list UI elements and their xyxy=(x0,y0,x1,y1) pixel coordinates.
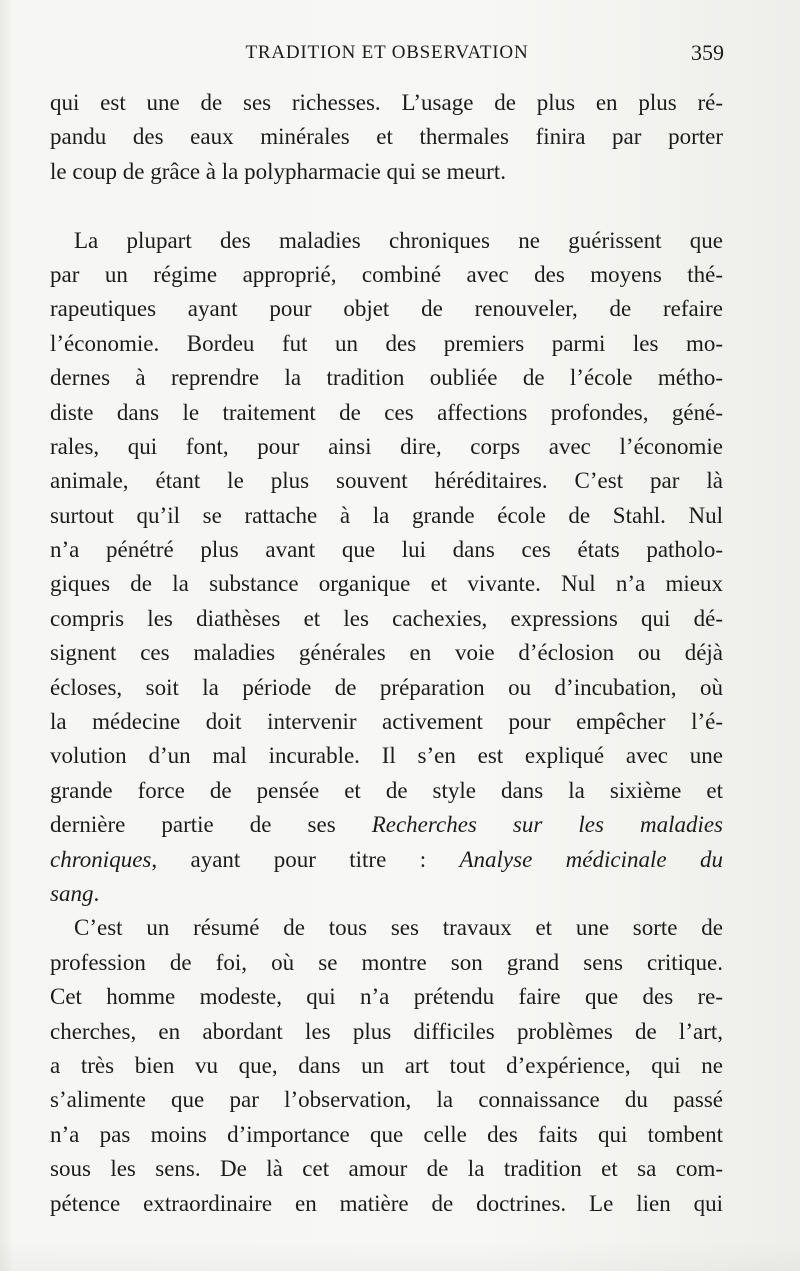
text-line xyxy=(50,1083,723,1117)
italic-text-segment: chroniques xyxy=(50,846,152,872)
italic-text-segment: Analyse médicinale du xyxy=(459,846,723,872)
text-segment: rapeutiques ayant pour objet de renouveler, de refaire xyxy=(50,296,723,322)
text-segment: Cet homme modeste, qui n’a prétendu faire que des re- xyxy=(50,984,723,1010)
text-line xyxy=(50,396,723,430)
text-segment: écloses, soit la période de préparation ou d’incubation, où xyxy=(50,674,723,700)
paragraph-gap xyxy=(50,189,723,223)
text-line xyxy=(50,602,723,636)
text-line xyxy=(50,464,723,498)
text-line xyxy=(50,980,723,1014)
text-segment: sous les sens. De là cet amour de la tradition et sa com- xyxy=(50,1156,723,1182)
page-bottom-edge xyxy=(0,1240,800,1271)
text-line xyxy=(50,1015,723,1049)
text-segment: a très bien vu que, dans un art tout d’expérience, qui ne xyxy=(50,1052,723,1078)
text-line xyxy=(50,499,723,533)
text-segment: par un régime approprié, combiné avec des moyens thé- xyxy=(50,261,723,287)
running-title: TRADITION ET OBSERVATION xyxy=(245,42,529,63)
text-line xyxy=(50,808,723,842)
text-segment: giques de la substance organique et vivante. Nul n’a mieux xyxy=(50,571,723,597)
text-segment: volution d’un mal incurable. Il s’en est expliqué avec une xyxy=(50,743,723,769)
text-segment: grande force de pensée et de style dans la sixième et xyxy=(50,777,723,803)
text-line xyxy=(50,946,723,980)
text-segment: n’a pas moins d’importance que celle des faits qui tombent xyxy=(50,1121,723,1147)
text-segment: diste dans le traitement de ces affections profondes, géné- xyxy=(50,399,723,425)
text-segment: . xyxy=(93,880,100,906)
text-segment: cherches, en abordant les plus difficiles problèmes de l’art, xyxy=(50,1018,723,1044)
text-line xyxy=(50,155,723,189)
text-segment: C’est un résumé de tous ses travaux et une sorte de xyxy=(74,915,723,941)
body-text xyxy=(50,86,723,1221)
text-segment: dernière partie de ses xyxy=(50,812,372,838)
text-segment: surtout qu’il se rattache à la grande école de Stahl. Nul xyxy=(50,502,723,528)
text-segment: profession de foi, où se montre son grand sens critique. xyxy=(50,949,723,975)
text-segment: , ayant pour titre : xyxy=(151,846,460,872)
text-segment: la médecine doit intervenir activement pour empêcher l’é- xyxy=(50,709,723,735)
text-line xyxy=(50,911,723,945)
text-line xyxy=(50,1049,723,1083)
text-line xyxy=(50,1152,723,1186)
text-line xyxy=(50,843,723,877)
text-segment: qui est une de ses richesses. L’usage de plus en plus ré- xyxy=(50,90,723,115)
text-line xyxy=(50,1118,723,1152)
italic-text-segment: Recherches sur les maladies xyxy=(371,812,724,838)
text-line xyxy=(50,533,723,567)
text-segment: animale, étant le plus souvent héréditaires. C’est par là xyxy=(50,468,723,494)
text-segment: n’a pénétré plus avant que lui dans ces états patholo- xyxy=(50,537,723,563)
text-segment: compris les diathèses et les cachexies, expressions qui dé- xyxy=(50,605,723,631)
text-line xyxy=(50,258,723,292)
text-line xyxy=(50,739,723,773)
text-segment: pandu des eaux minérales et thermales finira par porter xyxy=(50,124,723,150)
text-segment: le coup de grâce à la polypharmacie qui se meurt. xyxy=(50,158,506,184)
text-line xyxy=(50,567,723,601)
italic-text-segment: sang xyxy=(50,880,94,906)
text-line xyxy=(50,292,723,326)
text-line xyxy=(50,671,723,705)
text-segment: dernes à reprendre la tradition oubliée de l’école métho- xyxy=(50,365,723,391)
text-line xyxy=(50,361,723,395)
text-line xyxy=(50,1187,723,1221)
text-line xyxy=(50,877,723,911)
page-header xyxy=(50,38,724,68)
text-line xyxy=(50,430,723,464)
text-segment: l’économie. Bordeu fut un des premiers parmi les mo- xyxy=(50,330,723,356)
text-line xyxy=(50,120,723,154)
text-segment: pétence extraordinaire en matière de doctrines. Le lien qui xyxy=(50,1190,723,1216)
text-line xyxy=(50,327,723,361)
text-segment: s’alimente que par l’observation, la connaissance du passé xyxy=(50,1087,723,1113)
page-number: 359 xyxy=(691,40,724,65)
text-line xyxy=(50,224,723,258)
text-segment: signent ces maladies générales en voie d’éclosion ou déjà xyxy=(50,640,723,666)
text-line xyxy=(50,636,723,670)
text-line xyxy=(50,705,723,739)
text-line xyxy=(50,774,723,808)
text-segment: La plupart des maladies chroniques ne guérissent que xyxy=(74,227,723,253)
text-line xyxy=(50,86,723,120)
text-segment: rales, qui font, pour ainsi dire, corps avec l’économie xyxy=(50,433,723,459)
